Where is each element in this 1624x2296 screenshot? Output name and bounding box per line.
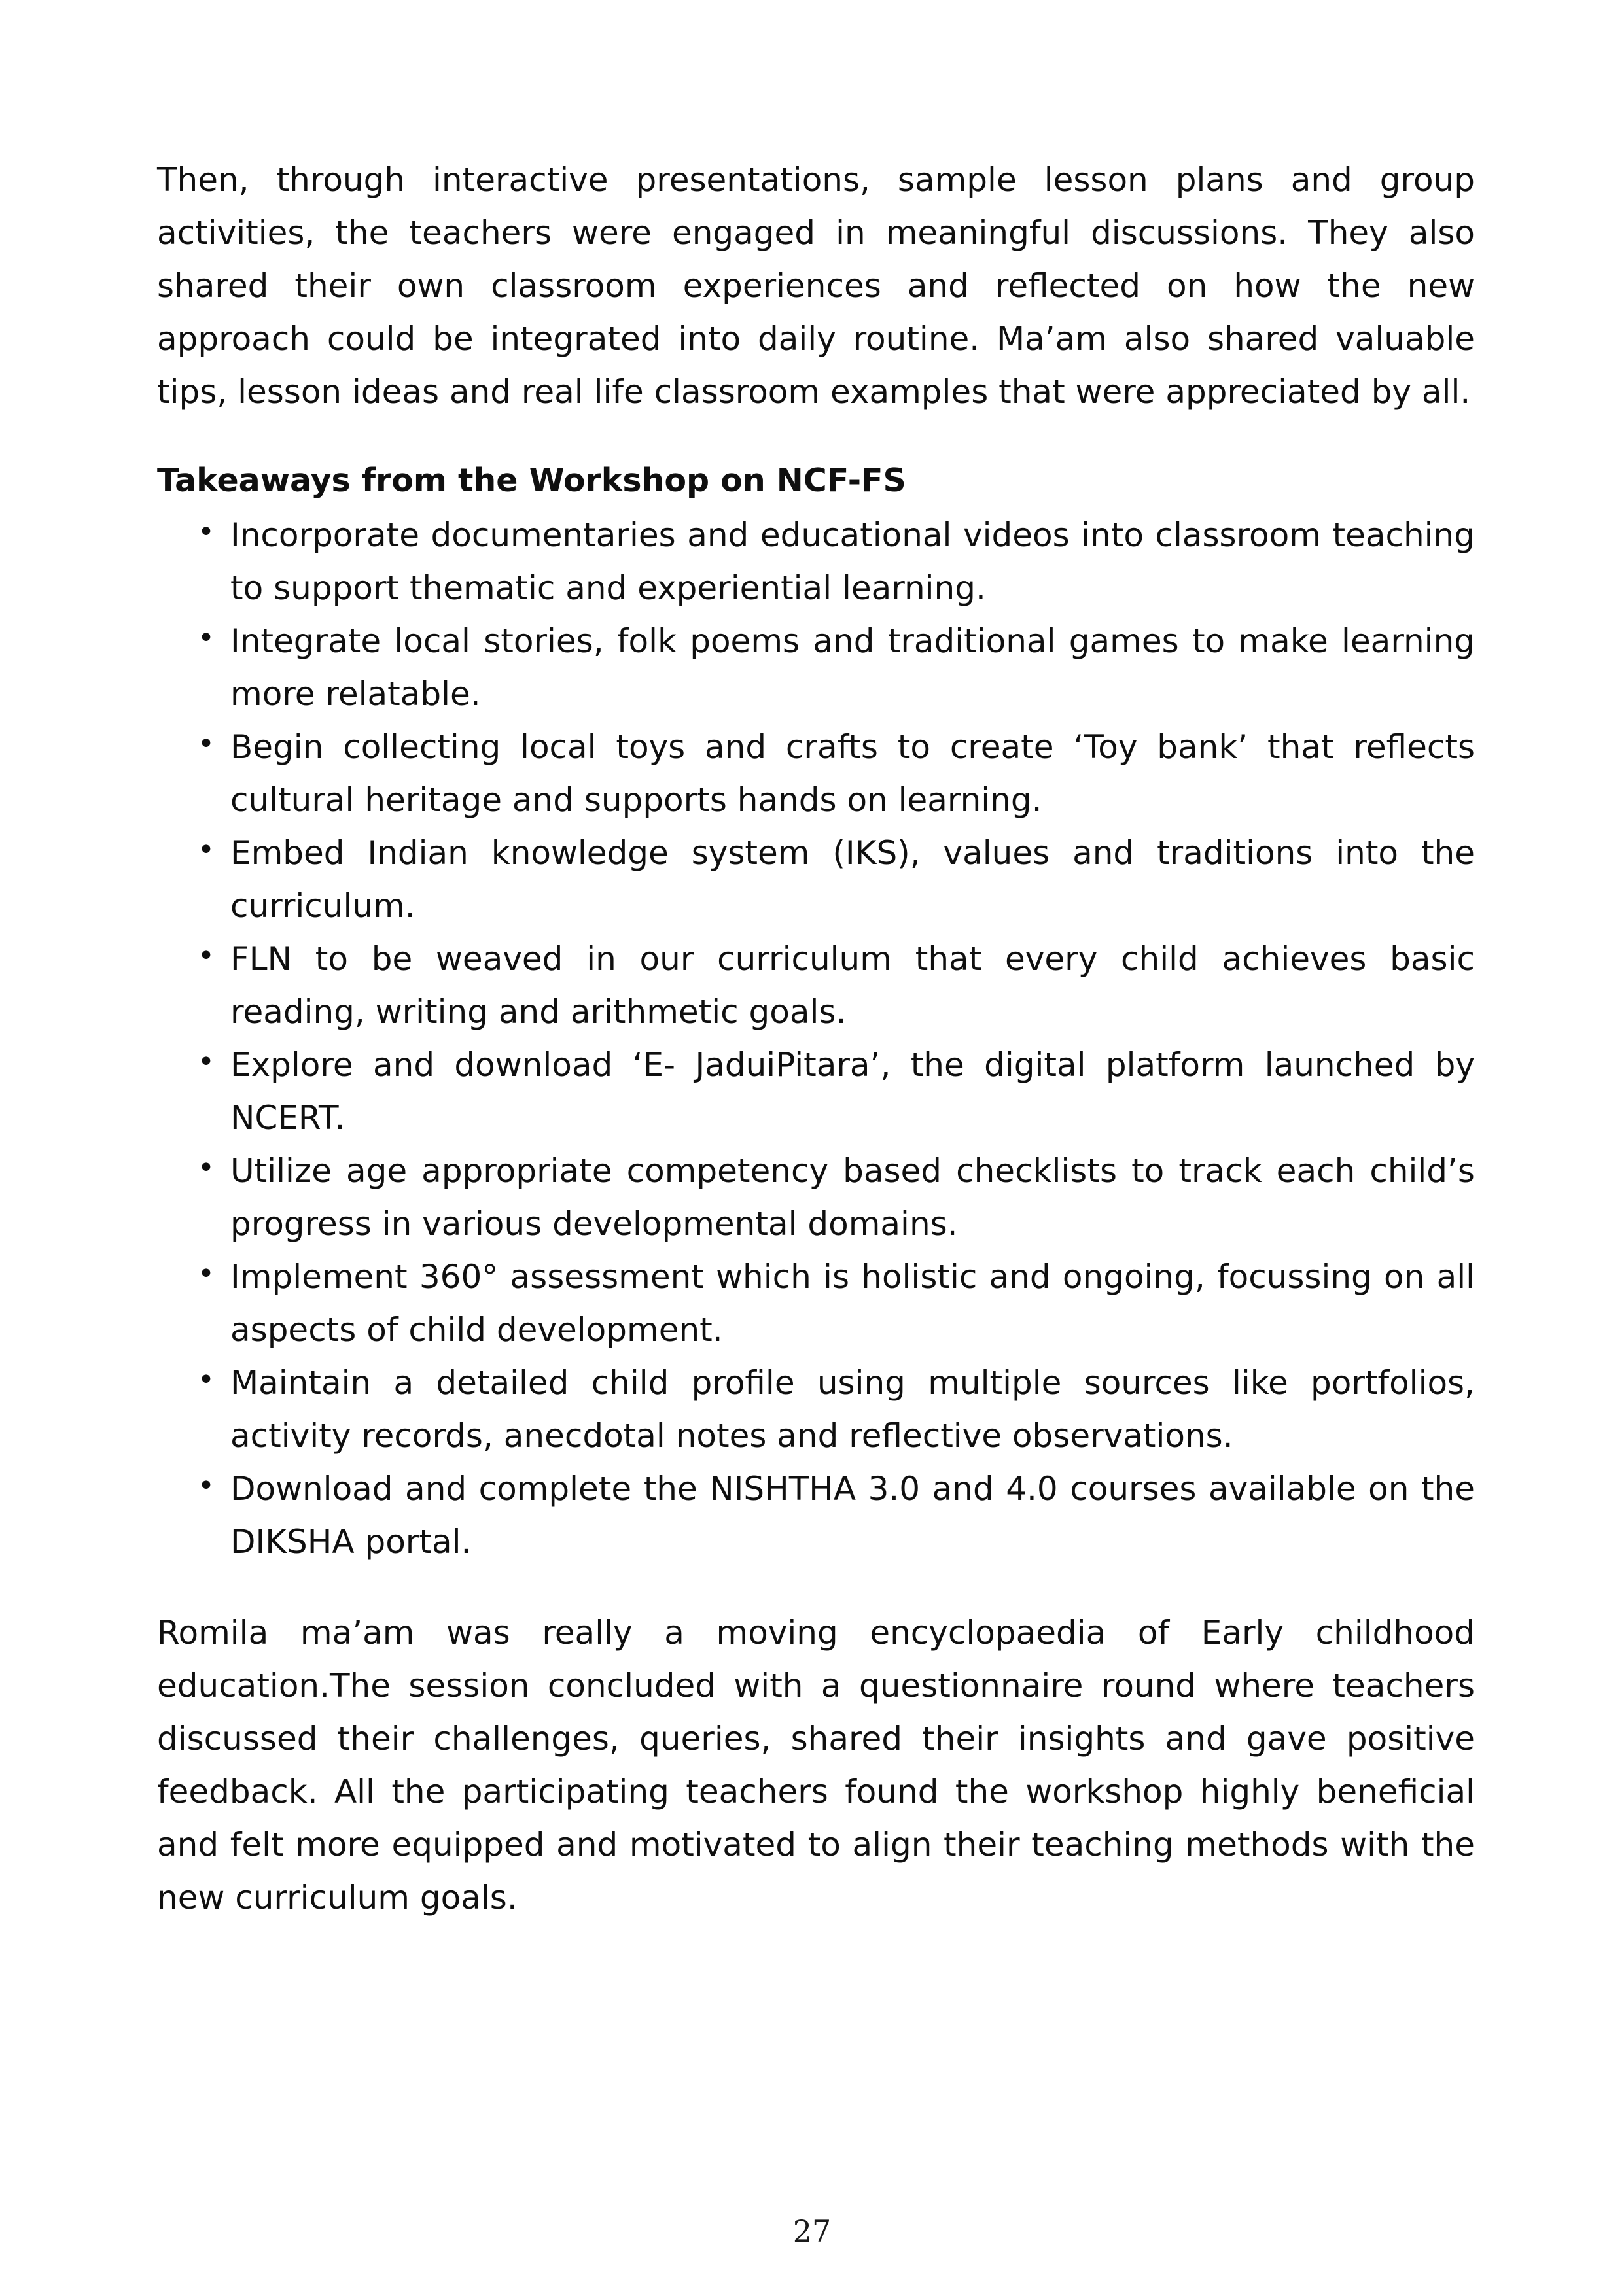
list-item: [157, 721, 1475, 827]
paragraph-spacer: [157, 1569, 1475, 1607]
list-item: [157, 1463, 1475, 1569]
bullet-icon: •: [198, 1257, 215, 1291]
bullet-icon: •: [198, 621, 215, 655]
list-item: [157, 1039, 1475, 1145]
list-item: [157, 1251, 1475, 1357]
list-item-text: Download and complete the NISHTHA 3.0 and 4.0 courses available on the DIKSHA portal.: [230, 1469, 1475, 1561]
list-item-text: Embed Indian knowledge system (IKS), values and traditions into the curriculum.: [230, 833, 1475, 925]
list-item: [157, 1145, 1475, 1251]
intro-paragraph: Then, through interactive presentations, sample lesson plans and group activities, the teachers were engaged in meaningful discussions. They also shared their own classroom experiences and reflected on how the new approach could be integrated into daily routine. Ma’am also shared valuable tips, lesson ideas and real life classroom examples that were appreciated by all.: [157, 161, 1475, 411]
list-item-text: FLN to be weaved in our curriculum that every child achieves basic reading, writing and arithmetic goals.: [230, 939, 1475, 1031]
closing-paragraph: Romila ma’am was really a moving encyclopaedia of Early childhood education.The session concluded with a questionnaire round where teachers discussed their challenges, queries, shared their insights and gave positive feedback. All the participating teachers found the workshop highly beneficial and felt more equipped and motivated to align their teaching methods with the new curriculum goals.: [157, 1613, 1475, 1917]
list-item-text: Maintain a detailed child profile using multiple sources like portfolios, activity records, anecdotal notes and reflective observations.: [230, 1363, 1475, 1455]
bullet-icon: •: [198, 833, 215, 867]
bullet-icon: •: [198, 1151, 215, 1185]
list-item: [157, 827, 1475, 933]
list-item-text: Begin collecting local toys and crafts to create ‘Toy bank’ that reflects cultural heritage and supports hands on learning.: [230, 727, 1475, 819]
list-item-text: Explore and download ‘E- JaduiPitara’, the digital platform launched by NCERT.: [230, 1045, 1475, 1137]
list-item: [157, 509, 1475, 615]
bullet-icon: •: [198, 1363, 215, 1397]
bullet-icon: •: [198, 1045, 215, 1079]
list-item: [157, 1357, 1475, 1463]
bullet-icon: •: [198, 515, 215, 549]
bullet-icon: •: [198, 1469, 215, 1503]
paragraph-spacer: [157, 419, 1475, 457]
takeaways-list: [157, 509, 1475, 1569]
list-item-text: Integrate local stories, folk poems and traditional games to make learning more relatable.: [230, 621, 1475, 713]
list-item-text: Utilize age appropriate competency based checklists to track each child’s progress in various developmental domains.: [230, 1151, 1475, 1243]
bullet-icon: •: [198, 727, 215, 761]
section-heading: Takeaways from the Workshop on NCF-FS: [157, 462, 906, 499]
page-number: 27: [792, 2214, 832, 2249]
list-item: [157, 933, 1475, 1039]
bullet-icon: •: [198, 939, 215, 973]
list-item-text: Incorporate documentaries and educational videos into classroom teaching to support thematic and experiential learning.: [230, 515, 1475, 607]
list-item-text: Implement 360° assessment which is holistic and ongoing, focussing on all aspects of child development.: [230, 1257, 1475, 1349]
list-item: [157, 615, 1475, 721]
